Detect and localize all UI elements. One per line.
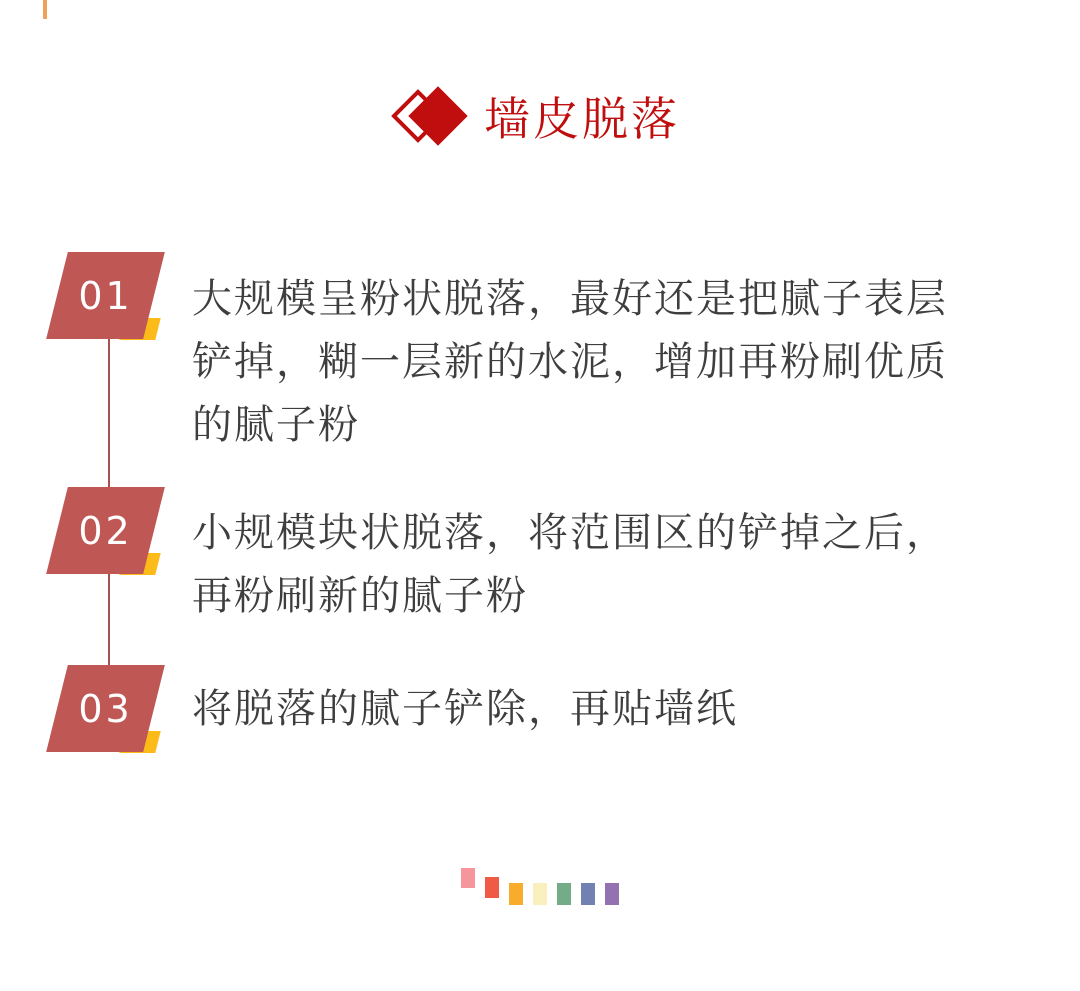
footer-bar [605,883,619,905]
footer-bar [509,883,523,905]
step-number-2: 02 [78,508,133,553]
footer-bar [557,883,571,905]
step-text-line: 大规模呈粉状脱落，最好还是把腻子表层 [192,276,948,322]
footer-bar [461,868,475,888]
step-text-line: 的腻子粉 [192,402,360,448]
step-text-line: 铲掉，糊一层新的水泥，增加再粉刷优质 [192,339,948,385]
step-text-line: 再粉刷新的腻子粉 [192,573,528,619]
step-text-line: 将脱落的腻子铲除，再贴墙纸 [192,686,738,732]
page-title: 墙皮脱落 [484,92,680,146]
step-text-line: 小规模块状脱落，将范围区的铲掉之后， [192,510,948,556]
footer-bar [533,883,547,905]
footer-bar [485,877,499,898]
step-number-1: 01 [78,273,133,318]
step-number-3: 03 [78,686,133,731]
footer-bar [581,883,595,905]
